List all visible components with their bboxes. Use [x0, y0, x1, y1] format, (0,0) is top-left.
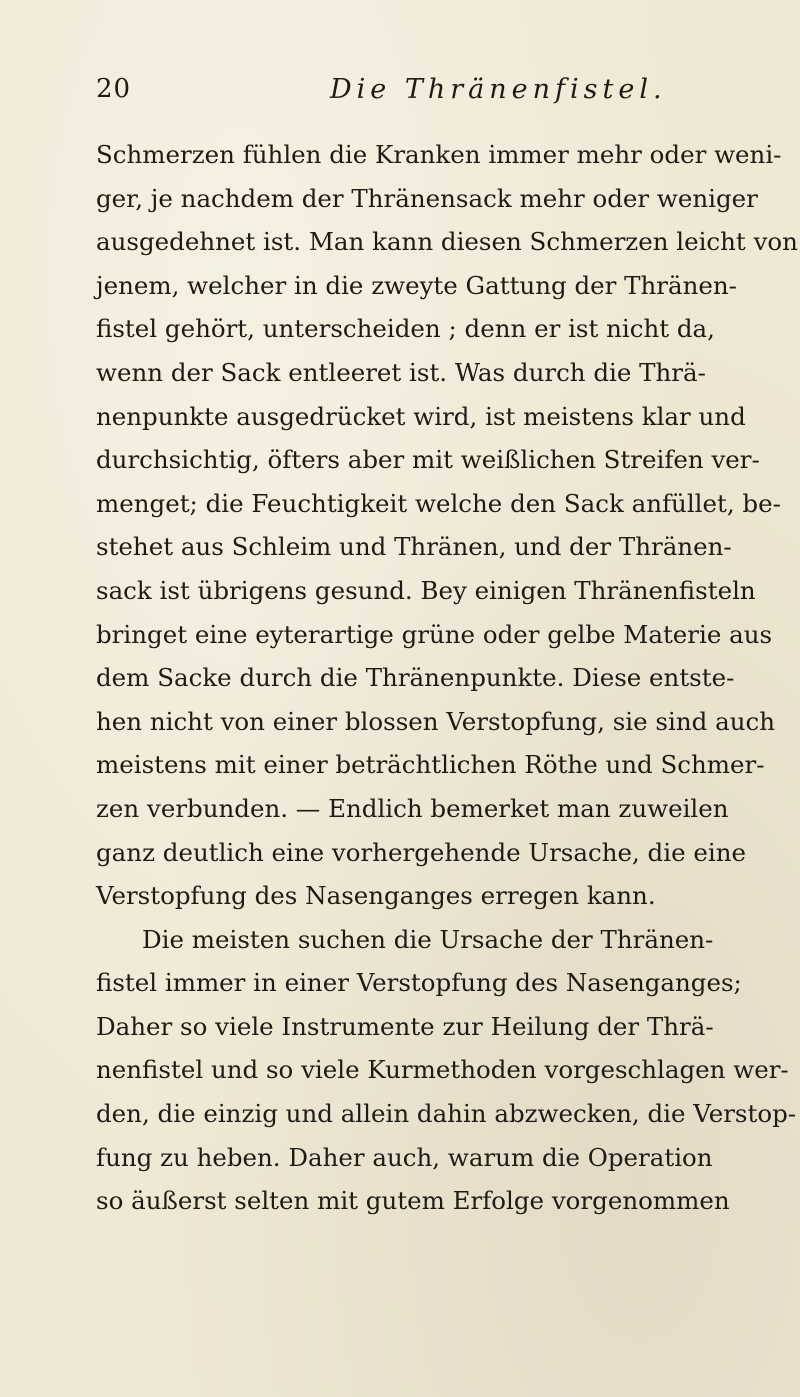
paragraph-end-line: Verstopfung des Nasenganges erregen kann.: [96, 881, 656, 911]
text-line: menget; die Feuchtigkeit welche den Sack anfüllet, be-: [96, 488, 781, 518]
text-line: fistel immer in einer Verstopfung des Nasenganges;: [96, 968, 742, 998]
page-header: [96, 74, 696, 114]
text-line: Schmerzen fühlen die Kranken immer mehr oder weni-: [96, 140, 782, 169]
text-line: den, die einzig und allein dahin abzwecken, die Verstop-: [96, 1099, 797, 1129]
text-line: ausgedehnet ist. Man kann diesen Schmerzen leicht von: [96, 227, 798, 257]
text-line: nenfistel und so viele Kurmethoden vorgeschlagen wer-: [96, 1055, 789, 1085]
page-number: 20: [96, 74, 132, 104]
text-line: jenem, welcher in die zweyte Gattung der Thränen-: [96, 270, 737, 300]
text-line: dem Sacke durch die Thränenpunkte. Diese entste-: [96, 663, 735, 693]
text-line: nenpunkte ausgedrücket wird, ist meistens klar und: [96, 401, 746, 431]
text-line: stehet aus Schleim und Thränen, und der Thränen-: [96, 532, 732, 562]
paragraph-start-line: Die meisten suchen die Ursache der Thränen-: [142, 924, 714, 954]
text-line: fistel gehört, unterscheiden ; denn er ist nicht da,: [96, 314, 715, 344]
text-line: bringet eine eyterartige grüne oder gelbe Materie aus: [96, 619, 773, 649]
text-line: ger, je nachdem der Thränensack mehr oder weniger: [96, 183, 758, 213]
text-line: sack ist übrigens gesund. Bey einigen Thränenfisteln: [96, 575, 756, 605]
text-line: zen verbunden. — Endlich bemerket man zuweilen: [96, 793, 729, 823]
text-line: meistens mit einer beträchtlichen Röthe und Schmer-: [96, 750, 765, 780]
text-line: hen nicht von einer blossen Verstopfung, sie sind auch: [96, 706, 775, 736]
text-line: so äußerst selten mit gutem Erfolge vorgenommen: [96, 1186, 730, 1216]
text-line: Daher so viele Instrumente zur Heilung der Thrä-: [96, 1011, 714, 1041]
running-title: Die Thränenfistel.: [330, 74, 667, 105]
text-line: durchsichtig, öfters aber mit weißlichen Streifen ver-: [96, 445, 760, 475]
body-text: [96, 133, 798, 1223]
text-line: fung zu heben. Daher auch, warum die Operation: [96, 1142, 713, 1172]
text-line: wenn der Sack entleeret ist. Was durch die Thrä-: [96, 357, 706, 387]
text-line: ganz deutlich eine vorhergehende Ursache, die eine: [96, 837, 746, 867]
